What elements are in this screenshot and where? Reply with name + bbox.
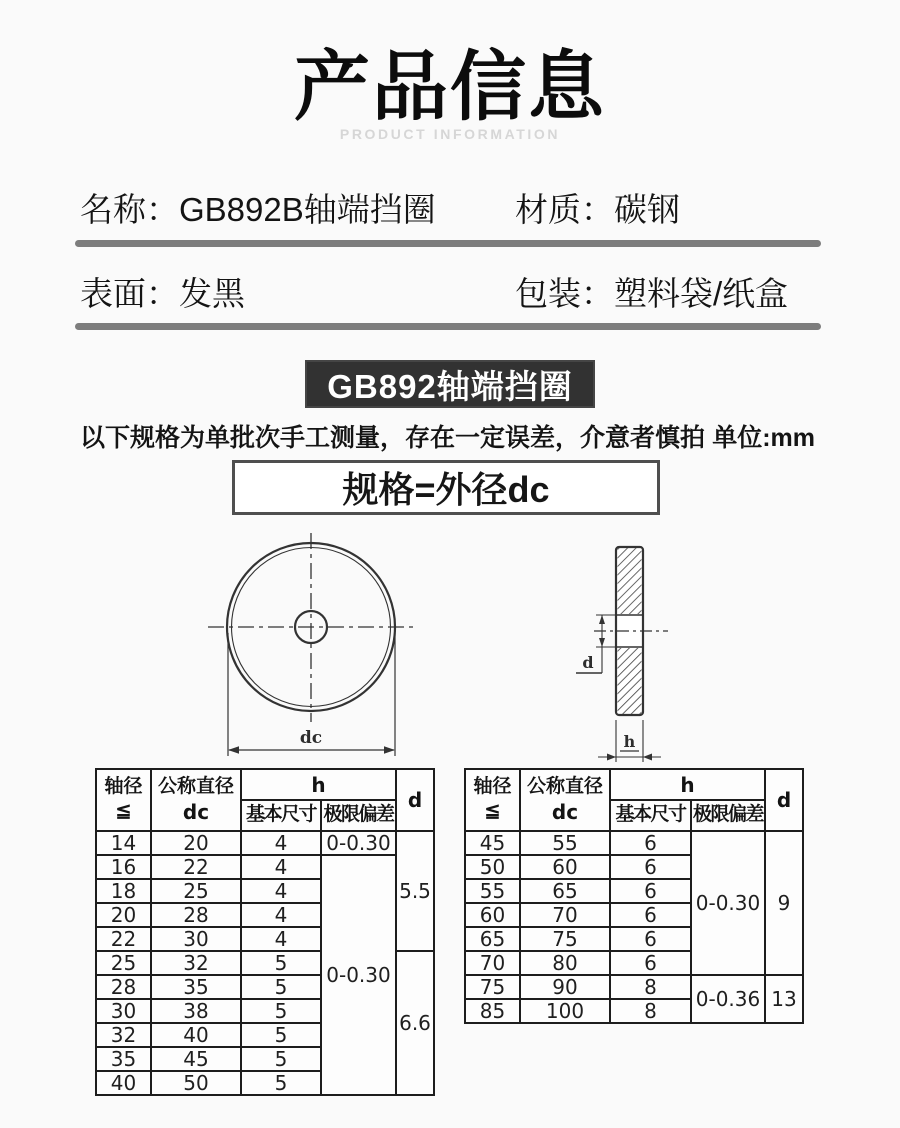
- measurement-note-row: [80, 418, 815, 454]
- table-cell: 40: [151, 1023, 241, 1047]
- table-cell: 0-0.30: [321, 831, 396, 855]
- table-cell: 6: [610, 831, 691, 855]
- table-cell: 4: [241, 879, 321, 903]
- thickness-label: h: [623, 732, 636, 751]
- attribute-value: 碳钢: [614, 191, 680, 228]
- table-cell: 80: [520, 951, 610, 975]
- table-cell: 90: [520, 975, 610, 999]
- header-shaft: 轴径 ≦: [96, 769, 151, 831]
- table-row: [96, 831, 434, 855]
- table-cell: 18: [96, 879, 151, 903]
- table-row: [465, 975, 803, 999]
- table-row: [465, 831, 803, 855]
- attribute-row-2: [80, 268, 820, 315]
- table-cell: 45: [151, 1047, 241, 1071]
- table-cell: 0-0.30: [691, 831, 765, 975]
- header-h-basic: 基本尺寸: [610, 800, 691, 831]
- table-cell: 5: [241, 999, 321, 1023]
- spec-formula-box: 规格=外径dc: [232, 460, 660, 515]
- table-cell: 75: [465, 975, 520, 999]
- table-cell: 65: [520, 879, 610, 903]
- table-cell: 14: [96, 831, 151, 855]
- header-shaft: 轴径 ≦: [465, 769, 520, 831]
- table-cell: 100: [520, 999, 610, 1023]
- standard-badge: GB892轴端挡圈: [305, 360, 595, 408]
- table-cell: 45: [465, 831, 520, 855]
- divider: [75, 240, 821, 247]
- header-d: d: [396, 769, 434, 831]
- table-cell: 35: [151, 975, 241, 999]
- table-cell: 60: [465, 903, 520, 927]
- table-cell: 6: [610, 855, 691, 879]
- attribute-label: 名称：: [80, 191, 179, 228]
- outer-diameter-label: dc: [299, 728, 323, 748]
- table-cell: 5: [241, 1023, 321, 1047]
- table-row: [96, 855, 434, 879]
- table-cell: 0-0.30: [321, 855, 396, 1095]
- divider: [75, 323, 821, 330]
- table-cell: 4: [241, 903, 321, 927]
- table-header: [465, 769, 803, 831]
- table-cell: 32: [96, 1023, 151, 1047]
- table-cell: 6: [610, 879, 691, 903]
- ring-front-view: [208, 533, 414, 756]
- table-cell: 70: [520, 903, 610, 927]
- attribute-value: 发黑: [179, 275, 245, 312]
- table-cell: 4: [241, 927, 321, 951]
- table-cell: 6: [610, 903, 691, 927]
- attribute-name: [80, 184, 515, 231]
- table-cell: 6: [610, 927, 691, 951]
- table-cell: 35: [96, 1047, 151, 1071]
- table-cell: 50: [465, 855, 520, 879]
- table-cell: 16: [96, 855, 151, 879]
- table-cell: 40: [96, 1071, 151, 1095]
- table-cell: 85: [465, 999, 520, 1023]
- table-body: [96, 831, 434, 1095]
- table-cell: 22: [151, 855, 241, 879]
- dimension-table-left: [95, 768, 435, 1096]
- table-cell: 25: [151, 879, 241, 903]
- header-dc: 公称直径 dc: [151, 769, 241, 831]
- attribute-row-1: [80, 184, 820, 231]
- table-cell: 20: [151, 831, 241, 855]
- header-h: h: [241, 769, 396, 800]
- measurement-note: 以下规格为单批次手工测量，存在一定误差，介意者慎拍: [80, 424, 706, 452]
- header-d: d: [765, 769, 803, 831]
- table-cell: 55: [465, 879, 520, 903]
- table-cell: 5.5: [396, 831, 434, 951]
- table-cell: 6: [610, 951, 691, 975]
- table-cell: 5: [241, 975, 321, 999]
- table-cell: 5: [241, 951, 321, 975]
- header-dc: 公称直径 dc: [520, 769, 610, 831]
- header-h-dev: 极限偏差: [691, 800, 765, 831]
- table-cell: 4: [241, 831, 321, 855]
- table-cell: 65: [465, 927, 520, 951]
- table-cell: 5: [241, 1071, 321, 1095]
- title-block: [0, 44, 900, 142]
- table-cell: 70: [465, 951, 520, 975]
- table-header: [96, 769, 434, 831]
- header-h-basic: 基本尺寸: [241, 800, 321, 831]
- table-cell: 30: [96, 999, 151, 1023]
- table-cell: 0-0.36: [691, 975, 765, 1023]
- table-cell: 4: [241, 855, 321, 879]
- hole-diameter-label: d: [582, 653, 594, 672]
- table-cell: 30: [151, 927, 241, 951]
- attribute-label: 包装：: [515, 275, 614, 312]
- attribute-material: [515, 184, 680, 231]
- attribute-packaging: [515, 268, 788, 315]
- table-cell: 8: [610, 999, 691, 1023]
- table-cell: 25: [96, 951, 151, 975]
- table-cell: 5: [241, 1047, 321, 1071]
- attribute-value: GB892B轴端挡圈: [179, 191, 436, 228]
- table-cell: 22: [96, 927, 151, 951]
- table-cell: 28: [96, 975, 151, 999]
- table-cell: 20: [96, 903, 151, 927]
- table-cell: 50: [151, 1071, 241, 1095]
- header-h-dev: 极限偏差: [321, 800, 396, 831]
- table-cell: 8: [610, 975, 691, 999]
- table-cell: 60: [520, 855, 610, 879]
- attribute-label: 材质：: [515, 191, 614, 228]
- attribute-value: 塑料袋/纸盒: [614, 275, 789, 312]
- table-cell: 9: [765, 831, 803, 975]
- table-cell: 55: [520, 831, 610, 855]
- unit-label: 单位:mm: [712, 424, 815, 452]
- table-body: [465, 831, 803, 1023]
- attribute-label: 表面：: [80, 275, 179, 312]
- page-title: 产品信息: [294, 45, 606, 130]
- table-cell: 6.6: [396, 951, 434, 1095]
- dimension-tables: [95, 768, 804, 1096]
- technical-drawing: [0, 530, 900, 780]
- table-cell: 13: [765, 975, 803, 1023]
- table-cell: 32: [151, 951, 241, 975]
- table-cell: 38: [151, 999, 241, 1023]
- attribute-surface: [80, 268, 515, 315]
- header-h: h: [610, 769, 765, 800]
- table-cell: 75: [520, 927, 610, 951]
- page-subtitle: PRODUCT INFORMATION: [339, 126, 561, 142]
- dimension-table-right: [464, 768, 804, 1024]
- table-cell: 28: [151, 903, 241, 927]
